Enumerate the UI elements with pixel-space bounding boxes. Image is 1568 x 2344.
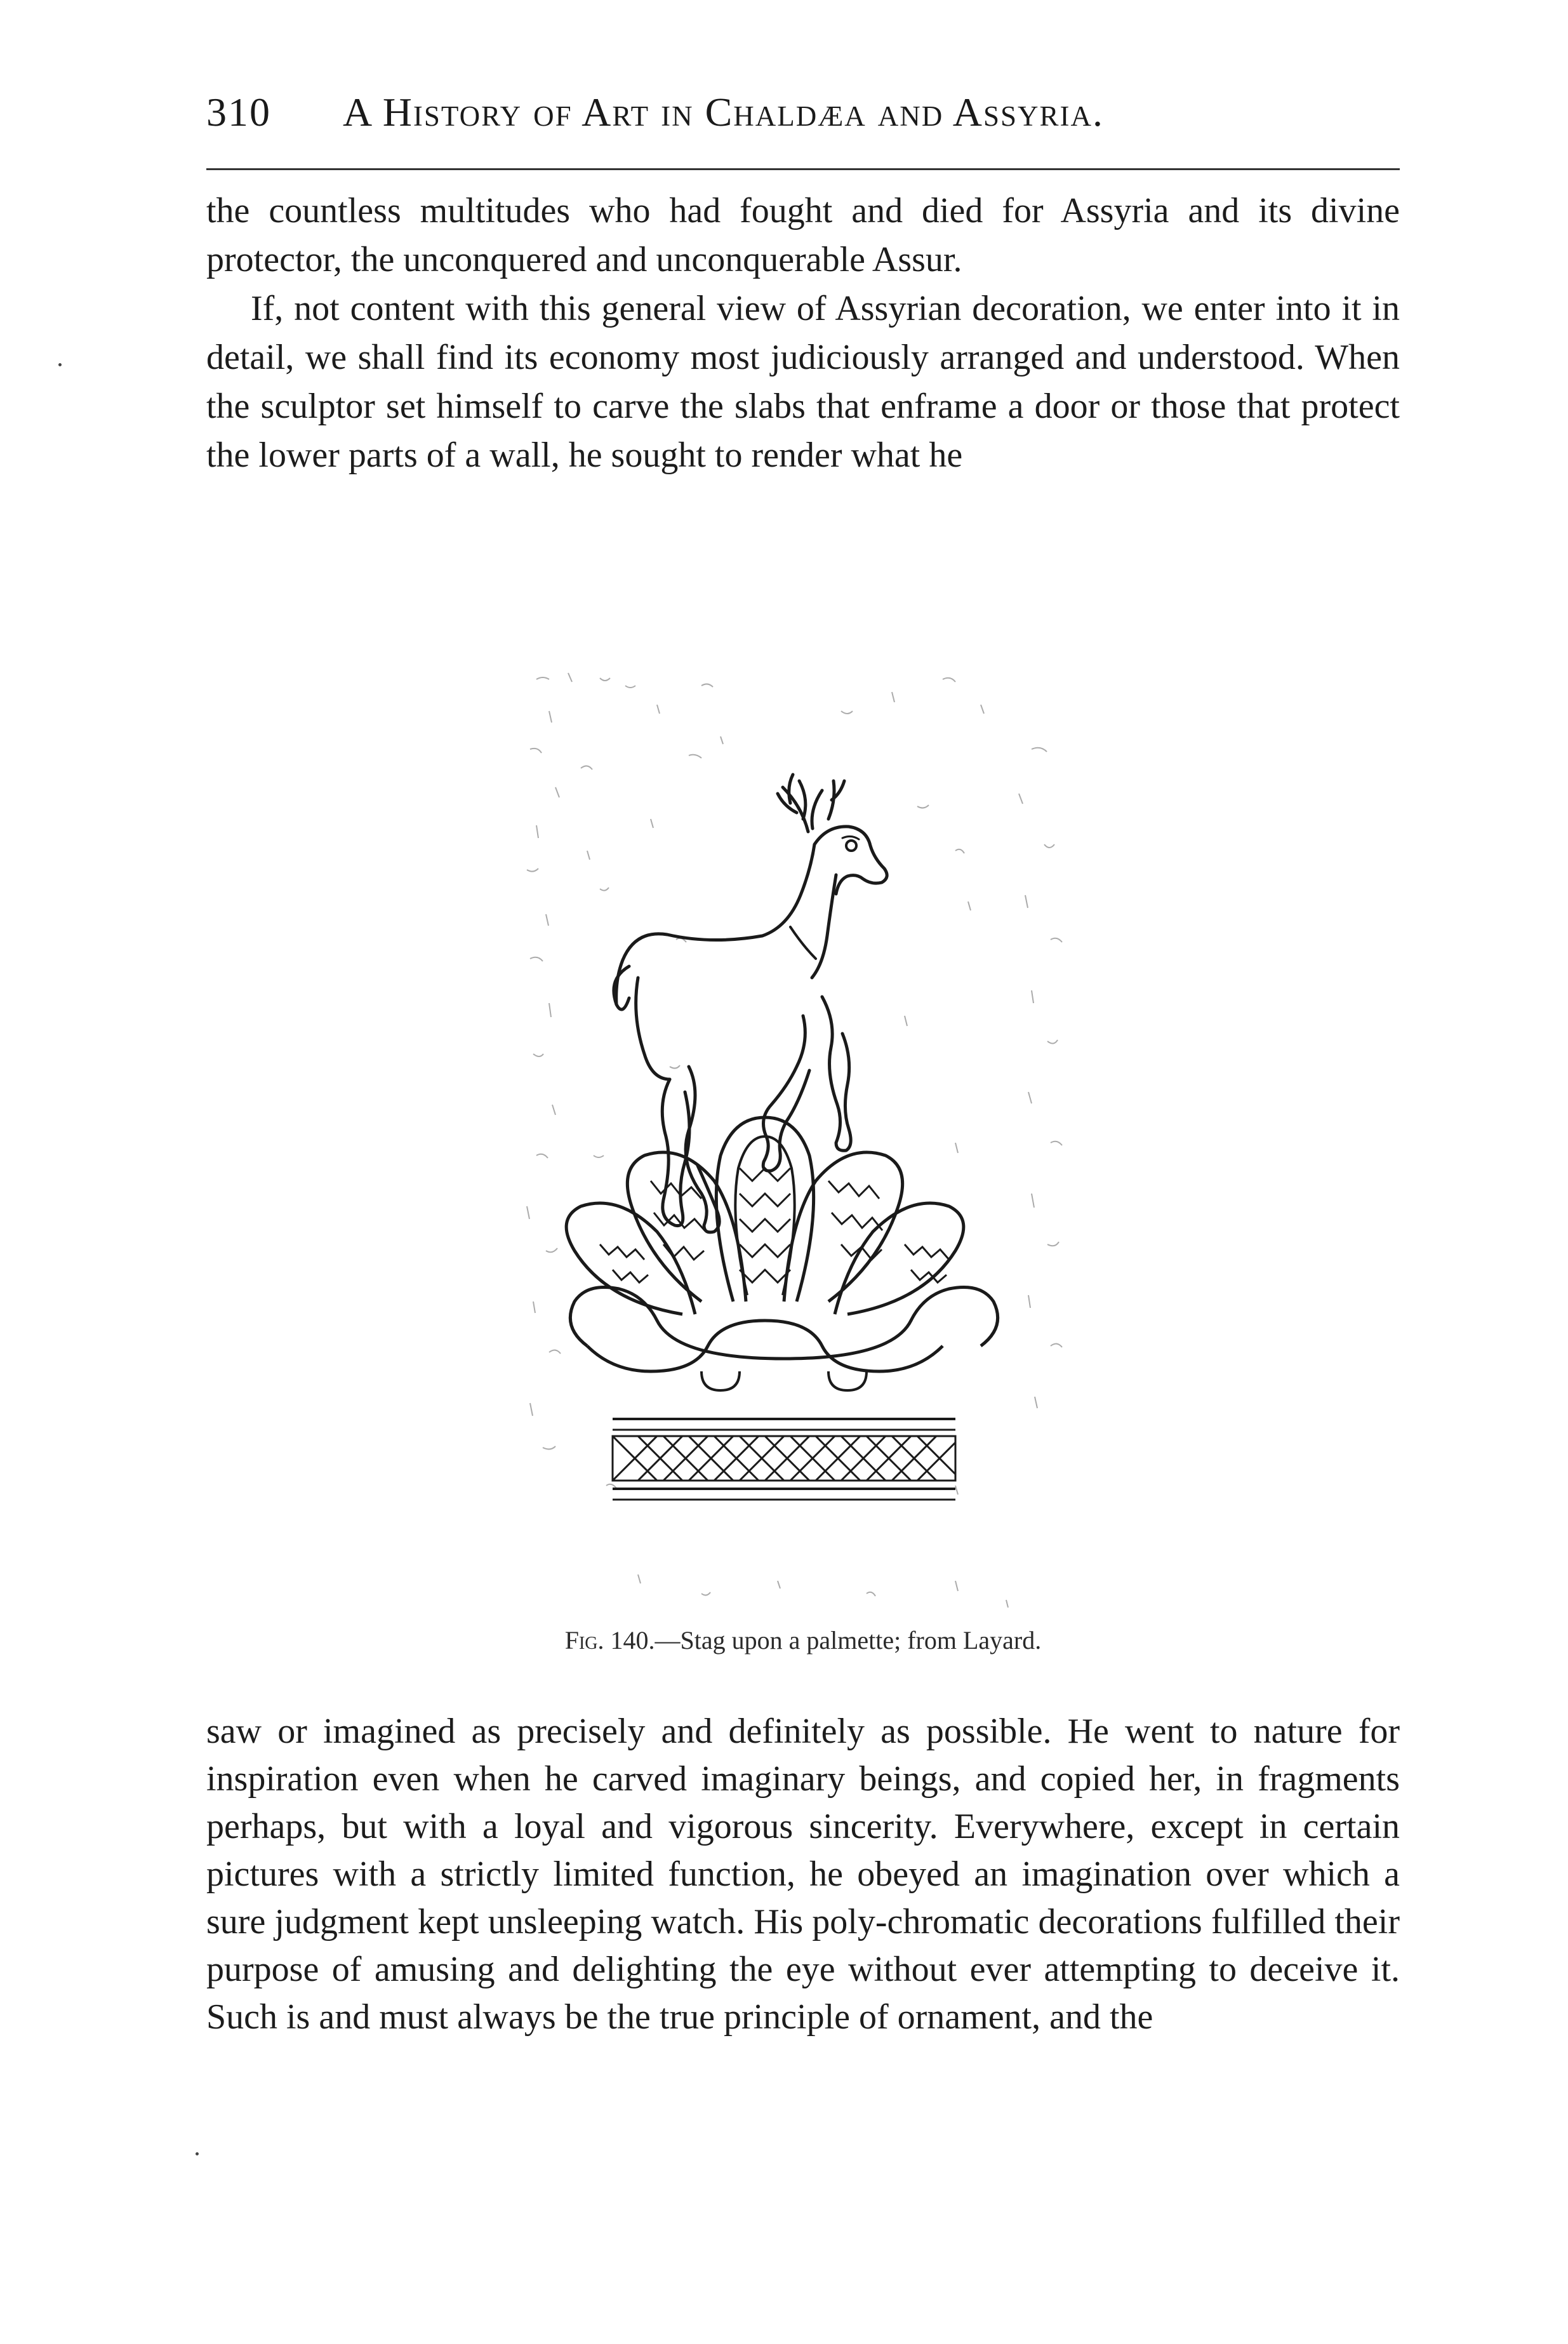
- page-number: 310: [206, 90, 271, 135]
- paragraph-continued: saw or imagined as precisely and definitely as possible. He went to nature for inspiration even when he carved imaginary beings, and copied her, in fragments perhaps, but with a loyal and vigorous sincerity. Everywhere, except in certain pictures with a strictly limited function, he obeyed an imagination over which a sure judgment kept unsleeping watch. His poly-chromatic decorations fulfilled their purpose of amusing and delighting the eye without ever attempting to deceive it. Such is and must always be the true principle of ornament, and the: [206, 1712, 1400, 2037]
- body-text-bottom: [206, 1708, 1400, 2041]
- figure-stag-palmette: [511, 660, 1070, 1625]
- figure-caption-text: —Stag upon a palmette; from Layard.: [654, 1626, 1042, 1655]
- running-title: A History of Art in Chaldæa and Assyria.: [343, 90, 1105, 135]
- figure-caption: [206, 1625, 1400, 1655]
- header-rule: [206, 168, 1400, 170]
- base-plinth: [613, 1419, 955, 1500]
- running-head: [206, 89, 1400, 146]
- stag: [614, 775, 887, 1232]
- stray-mark: [196, 2152, 199, 2155]
- figure-label: Fig. 140.: [564, 1626, 655, 1655]
- stag-palmette-illustration: [511, 660, 1070, 1625]
- stray-mark: [58, 363, 62, 366]
- paragraph-continued: the countless multitudes who had fought and died for Assyria and its divine protector, the unconquered and unconquerable Assur.: [206, 191, 1400, 279]
- paragraph: If, not content with this general view of Assyrian decoration, we enter into it in detail, we shall find its economy most judiciously arranged and understood. When the sculptor set himself to carve the slabs that enframe a door or those that protect the lower parts of a wall, he sought to render what he: [206, 289, 1400, 475]
- body-text-top: [206, 187, 1400, 480]
